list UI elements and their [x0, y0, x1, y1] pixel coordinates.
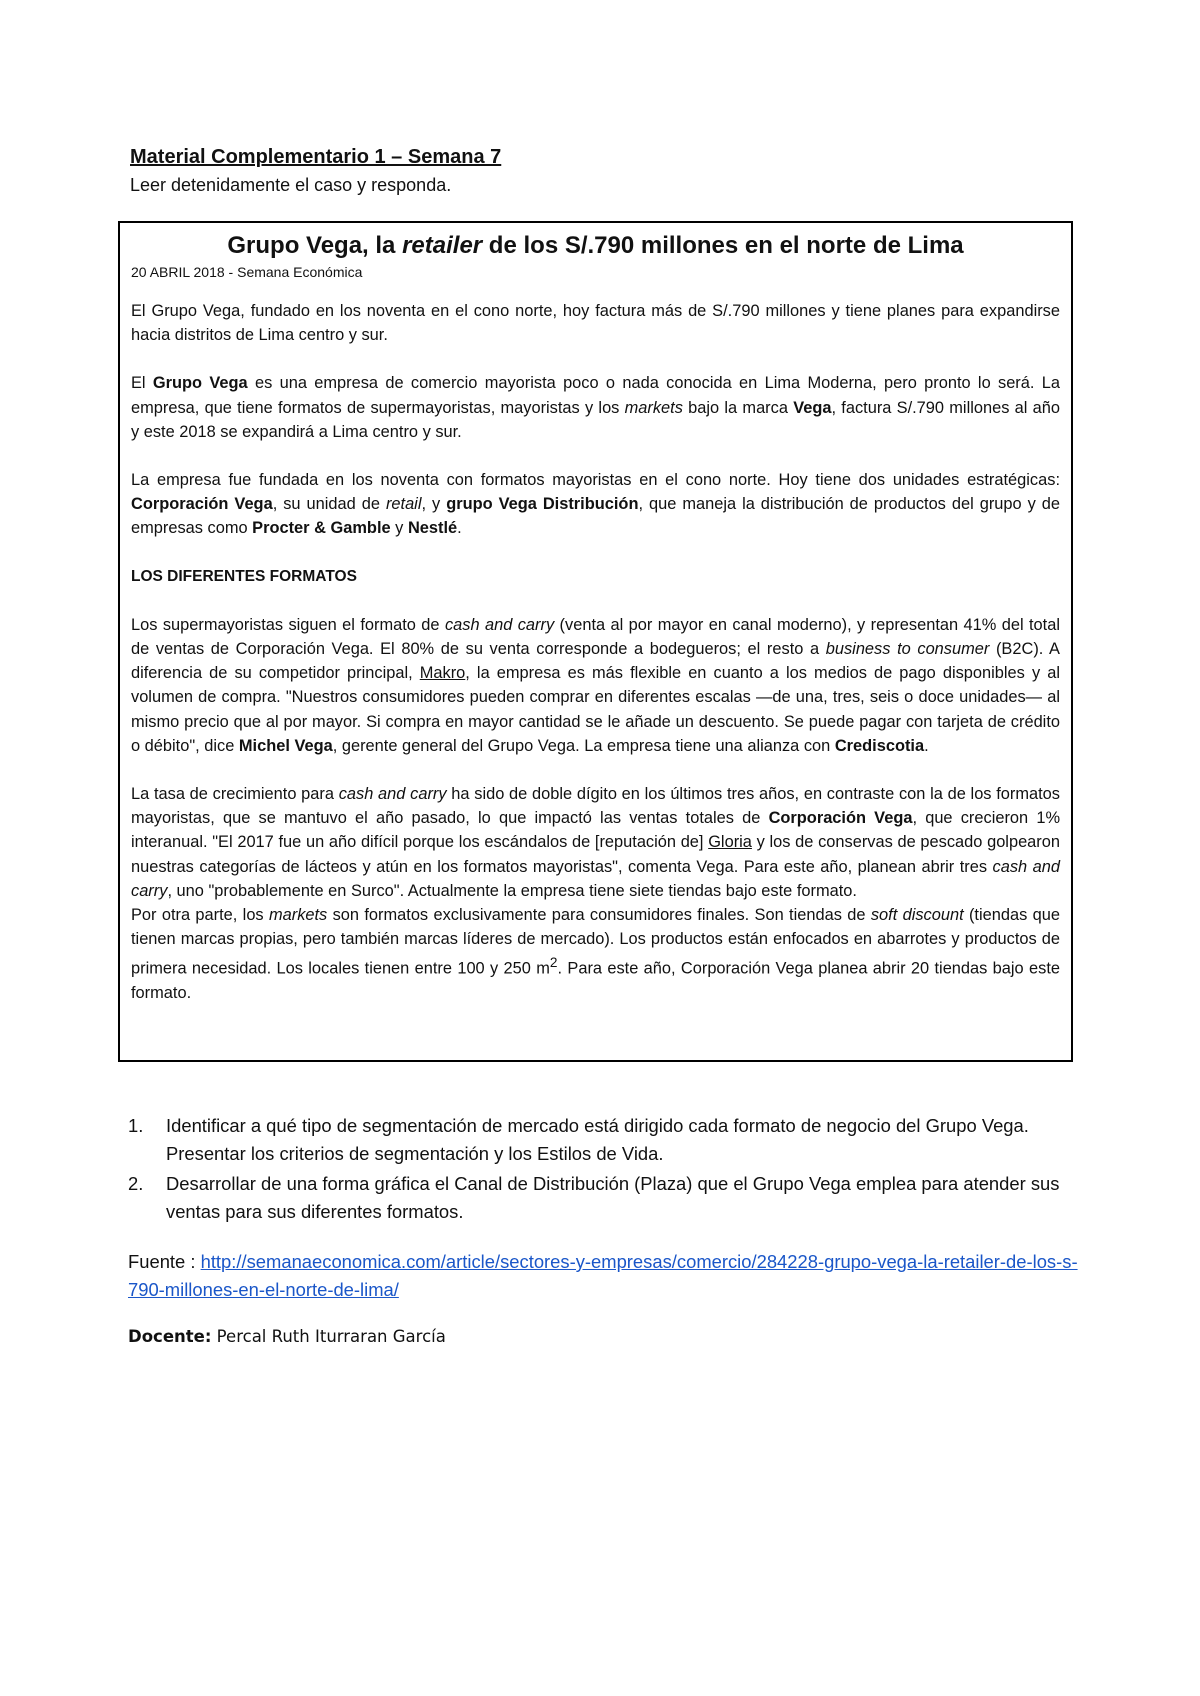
source-label: Fuente :: [128, 1251, 201, 1272]
question-list: [128, 1112, 1078, 1228]
document-title: Material Complementario 1 – Semana 7: [130, 146, 502, 168]
question-item: 1. Identificar a qué tipo de segmentación de mercado está dirigido cada formato de negocio del Grupo Vega. Presentar los criterios de segmentación y los Estilos de Vida.: [128, 1115, 1029, 1164]
article-box: [118, 221, 1073, 1062]
article-paragraph-6: Por otra parte, los markets son formatos exclusivamente para consumidores finales. Son tiendas de soft discount (tiendas que tienen marcas propias, pero también marcas líderes de mercado). Los productos están enfocados en abarrotes y productos de primera necesidad. Los locales tienen entre 100 y 250 $m^2$. Para este año, Corporación Vega planea abrir 20 tiendas bajo este formato.: [131, 906, 1060, 1003]
headline-text: Grupo Vega, la: [227, 232, 403, 259]
question-item: 2. Desarrollar de una forma gráfica el Canal de Distribución (Plaza) que el Grupo Vega emplea para atender sus ventas para sus diferentes formatos.: [128, 1173, 1060, 1222]
source-link[interactable]: http://semanaeconomica.com/article/sectores-y-empresas/comercio/284228-grupo-vega-la-retailer-de-los-s-790-millones-en-el-norte-de-lima/: [128, 1251, 1078, 1300]
article-paragraph-3: La empresa fue fundada en los noventa con formatos mayoristas en el cono norte. Hoy tiene dos unidades estratégicas: Corporación Vega, su unidad de retail, y grupo Vega Distribución, que maneja la distribución de productos del grupo y de empresas como Procter & Gamble y Nestlé.: [131, 471, 1061, 538]
document-instruction: Leer detenidamente el caso y responda.: [130, 175, 452, 195]
article-paragraph-5: La tasa de crecimiento para cash and carry ha sido de doble dígito en los últimos tres años, en contraste con la de los formatos mayoristas, que se mantuvo el año pasado, lo que impactó las ventas totales de Corporación Vega, que crecieron 1% interanual. "El 2017 fue un año difícil porque los escándalos de [reputación de] Gloria y los de conservas de pescado golpearon nuestras categorías de lácteos y atún en los formatos mayoristas", comenta Vega. Para este año, planean abrir tres cash and carry, uno "probablemente en Surco". Actualmente la empresa tiene siete tiendas bajo este formato.: [131, 785, 1061, 900]
teacher-line: [128, 1327, 446, 1346]
article-paragraph-4: Los supermayoristas siguen el formato de cash and carry (venta al por mayor en canal moderno), y representan 41% del total de ventas de Corporación Vega. El 80% de su venta corresponde a bodegueros; el resto a business to consumer (B2C). A diferencia de su competidor principal, Makro, la empresa es más flexible en cuanto a los medios de pago disponibles y al volumen de compra. "Nuestros consumidores pueden comprar en diferentes escalas —de una, tres, seis o doce unidades— al mismo precio que al por mayor. Si compra en mayor cantidad se le añade un descuento. Se puede pagar con tarjeta de crédito o débito", dice Michel Vega, gerente general del Grupo Vega. La empresa tiene una alianza con Crediscotia.: [131, 615, 1060, 755]
headline-italic-text: retailer: [402, 232, 483, 259]
article-dateline: 20 ABRIL 2018 - Semana Económica: [131, 264, 363, 280]
gloria-link[interactable]: Gloria: [708, 833, 752, 852]
makro-link[interactable]: Makro: [419, 664, 466, 683]
article-paragraph-2: El Grupo Vega es una empresa de comercio mayorista poco o nada conocida en Lima Moderna, pero pronto lo será. La empresa, que tiene formatos de supermayoristas, mayoristas y los markets bajo la marca Vega, factura S/.790 millones al año y este 2018 se expandirá a Lima centro y sur.: [131, 374, 1060, 441]
section-heading: LOS DIFERENTES FORMATOS: [131, 567, 357, 585]
article-headline: [131, 231, 1060, 261]
source-line: [128, 1248, 1078, 1304]
headline-text-end: de los S/.790 millones en el norte de Lima: [482, 232, 964, 259]
article-paragraph-1: El Grupo Vega, fundado en los noventa en el cono norte, hoy factura más de S/.790 millones y tiene planes para expandirse hacia distritos de Lima centro y sur.: [131, 302, 1060, 345]
teacher-label: Docente:: [128, 1327, 212, 1346]
teacher-name: Percal Ruth Iturraran García: [211, 1327, 446, 1346]
